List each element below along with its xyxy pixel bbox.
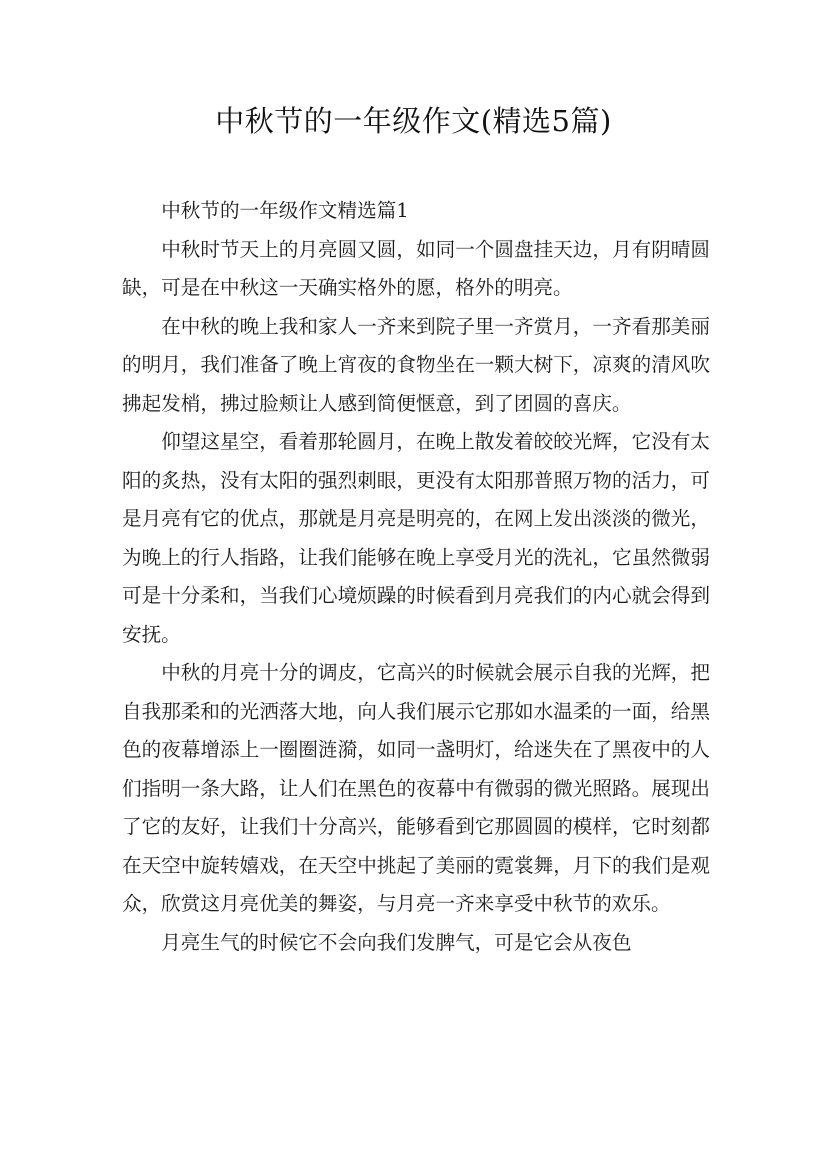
paragraph: 仰望这星空，看着那轮圆月，在晚上散发着皎皎光辉，它没有太阳的炙热，没有太阳的强烈刺眼，更没有太阳那普照万物的活力，可是月亮有它的优点，那就是月亮是明亮的，在网上发出淡淡的微光，为晚上的行人指路，让我们能够在晚上享受月光的洗礼，它虽然微弱可是十分柔和，当我们心境烦躁的时候看到月亮我们的内心就会得到安抚。 [122,430,710,646]
paragraph: 中秋时节天上的月亮圆又圆，如同一个圆盘挂天边，月有阴晴圆缺，可是在中秋这一天确实格外的愿，格外的明亮。 [122,237,710,299]
section-heading: 中秋节的一年级作文精选篇1 [161,199,409,222]
paragraph: 在中秋的晚上我和家人一齐来到院子里一齐赏月，一齐看那美丽的明月，我们准备了晚上宵夜的食物坐在一颗大树下，凉爽的清风吹拂起发梢，拂过脸颊让人感到简便惬意，到了团圆的喜庆。 [122,314,710,415]
document-title: 中秋节的一年级作文(精选5篇) [215,104,612,138]
document-body [122,192,710,962]
paragraph: 中秋的月亮十分的调皮，它高兴的时候就会展示自我的光辉，把自我那柔和的光洒落大地，向人我们展示它那如水温柔的一面，给黑色的夜幕增添上一圈圈涟漪，如同一盏明灯，给迷失在了黑夜中的人们指明一条大路，让人们在黑色的夜幕中有微弱的微光照路。展现出了它的友好，让我们十分高兴，能够看到它那圆圆的模样，它时刻都在天空中旋转嬉戏，在天空中挑起了美丽的霓裳舞，月下的我们是观众，欣赏这月亮优美的舞姿，与月亮一齐来享受中秋节的欢乐。 [122,661,710,915]
paragraph: 月亮生气的时候它不会向我们发脾气，可是它会从夜色 [161,930,632,954]
